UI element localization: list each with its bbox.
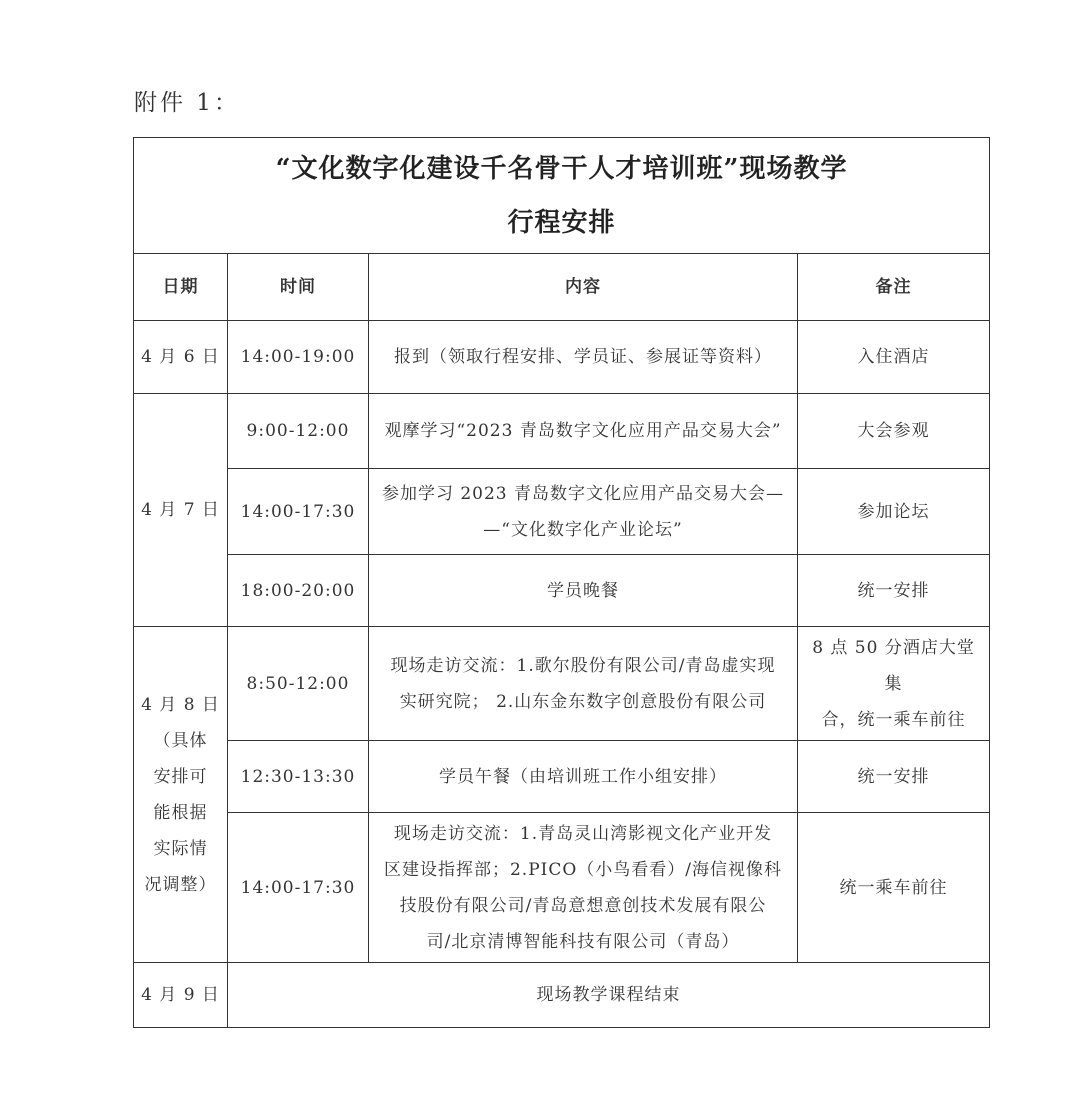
date-line: 实际情 — [153, 838, 208, 859]
content-cell: 学员午餐（由培训班工作小组安排） — [369, 741, 798, 813]
header-time: 时间 — [228, 254, 369, 321]
note-cell — [798, 627, 990, 741]
table-row — [134, 555, 990, 627]
content-line: 现场走访交流：1.青岛灵山湾影视文化产业开发 — [393, 823, 773, 844]
date-line: 4 月 8 日 — [141, 694, 220, 715]
header-row — [134, 254, 990, 321]
note-cell: 统一安排 — [798, 555, 990, 627]
time-cell: 8:50-12:00 — [228, 627, 369, 741]
date-cell: 4 月 6 日 — [134, 321, 228, 394]
content-line: 实研究院； 2.山东金东数字创意股份有限公司 — [399, 691, 767, 712]
time-cell: 9:00-12:00 — [228, 394, 369, 469]
content-line: 司/北京清博智能科技有限公司（青岛） — [426, 931, 740, 952]
note-cell: 统一乘车前往 — [798, 813, 990, 963]
table-row — [134, 321, 990, 394]
table-row — [134, 813, 990, 963]
note-cell: 入住酒店 — [798, 321, 990, 394]
content-cell: 报到（领取行程安排、学员证、参展证等资料） — [369, 321, 798, 394]
date-line: 安排可 — [153, 766, 208, 787]
note-cell: 统一安排 — [798, 741, 990, 813]
content-line: 现场走访交流：1.歌尔股份有限公司/青岛虚实现 — [390, 655, 776, 676]
content-cell: 学员晚餐 — [369, 555, 798, 627]
table-title — [134, 138, 990, 254]
date-line: （具体 — [153, 730, 208, 751]
note-cell: 大会参观 — [798, 394, 990, 469]
note-cell: 参加论坛 — [798, 469, 990, 555]
content-cell — [369, 627, 798, 741]
content-cell: 现场教学课程结束 — [228, 963, 990, 1028]
content-cell — [369, 469, 798, 555]
date-line: 况调整） — [144, 874, 217, 895]
content-line: 参加学习 2023 青岛数字文化应用产品交易大会— — [381, 483, 785, 504]
date-cell: 4 月 7 日 — [134, 394, 228, 627]
note-line: 合，统一乘车前往 — [821, 709, 966, 730]
title-row — [134, 138, 990, 254]
schedule-table — [133, 137, 990, 1028]
content-line: 技股份有限公司/青岛意想意创技术发展有限公 — [399, 895, 767, 916]
time-cell: 18:00-20:00 — [228, 555, 369, 627]
content-cell: 观摩学习“2023 青岛数字文化应用产品交易大会” — [369, 394, 798, 469]
title-line-2: 行程安排 — [507, 207, 616, 238]
date-cell — [134, 627, 228, 963]
time-cell: 14:00-19:00 — [228, 321, 369, 394]
table-row — [134, 627, 990, 741]
header-note: 备注 — [798, 254, 990, 321]
table-row — [134, 741, 990, 813]
header-date: 日期 — [134, 254, 228, 321]
table-row — [134, 469, 990, 555]
content-cell — [369, 813, 798, 963]
time-cell: 14:00-17:30 — [228, 813, 369, 963]
attachment-label: 附件 1： — [134, 90, 240, 116]
time-cell: 14:00-17:30 — [228, 469, 369, 555]
content-line: —“文化数字化产业论坛” — [483, 519, 683, 540]
table-row — [134, 394, 990, 469]
note-line: 8 点 50 分酒店大堂集 — [812, 637, 975, 694]
time-cell: 12:30-13:30 — [228, 741, 369, 813]
title-line-1: “文化数字化建设千名骨干人才培训班”现场教学 — [275, 153, 848, 184]
table-row — [134, 963, 990, 1028]
header-content: 内容 — [369, 254, 798, 321]
date-line: 能根据 — [153, 802, 208, 823]
content-line: 区建设指挥部；2.PICO（小鸟看看）/海信视像科 — [383, 859, 783, 880]
date-cell: 4 月 9 日 — [134, 963, 228, 1028]
